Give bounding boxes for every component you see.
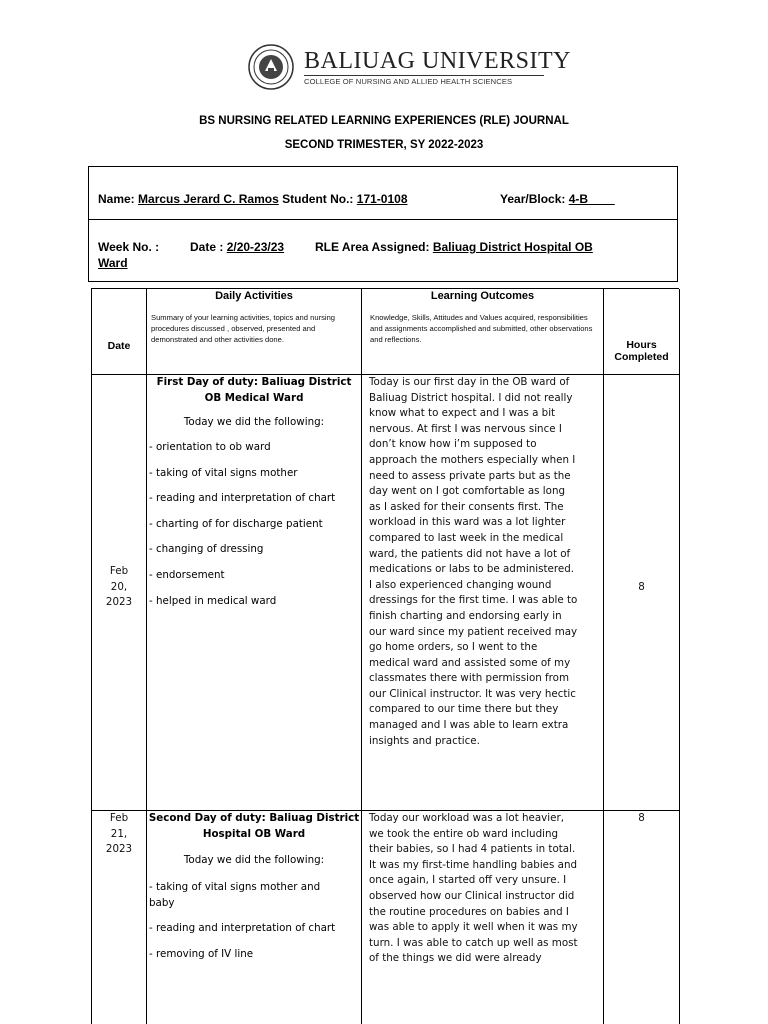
trimester-title: SECOND TRIMESTER, SY 2022-2023 [284, 139, 484, 151]
row1-hours: 8 [638, 581, 645, 593]
row2-activity-list [149, 880, 359, 962]
list-item: - charting of for discharge patient [149, 517, 323, 530]
list-item: - removing of IV line [149, 947, 254, 960]
journal-table [91, 288, 679, 1024]
activities-column-note: Summary of your learning activities, topics and nursing procedures discussed , observed, presented and demonstrated and other activities done. [151, 313, 336, 344]
year-block-value: 4-B [568, 192, 589, 206]
year-block-label: Year/Block: [500, 192, 566, 206]
year-block-line [500, 192, 615, 206]
list-item: - reading and interpretation of chart [149, 492, 336, 505]
university-seal-icon [248, 44, 294, 90]
row2-hours: 8 [638, 812, 645, 824]
name-value: Marcus Jerard C. Ramos [138, 192, 279, 206]
outcomes-column-header: Learning Outcomes [430, 290, 535, 302]
row1-activity-list [149, 440, 359, 609]
university-name: BALIUAG UNIVERSITY [304, 48, 571, 74]
list-item: baby [149, 896, 175, 909]
hours-column-header: Hours Completed [614, 339, 669, 363]
list-item: - taking of vital signs mother and [149, 881, 321, 893]
logo-rule [304, 75, 544, 76]
date-label: Date : [190, 240, 224, 254]
list-item: - endorsement [149, 568, 225, 581]
name-label: Name: [98, 192, 135, 206]
journal-title: BS NURSING RELATED LEARNING EXPERIENCES (RLE) JOURNAL [199, 115, 569, 127]
list-item: - taking of vital signs mother [149, 466, 298, 479]
college-name: COLLEGE OF NURSING AND ALLIED HEALTH SCIENCES [304, 77, 513, 86]
row2-activity-heading: Second Day of duty: Baliuag District Hospital OB Ward [148, 812, 360, 840]
row2-outcome: Today our workload was a lot heavier, we took the entire ob ward including their babies, so I had 4 patients in total. It was my first-time handling babies and once again, I started off very unsure. I observed how our Clinical instructor did the routine procedures on babies and I was able to apply it well when it was my turn. I was able to catch up well as most of the things we did were already [369, 812, 578, 965]
date-column-header: Date [107, 340, 131, 352]
row2-date: Feb 21, 2023 [105, 812, 133, 856]
date-line [190, 240, 284, 254]
row1-outcome: Today is our first day in the OB ward of Baliuag District hospital. I did not really know what to expect and I was a bit nervous. At first I was nervous since I don’t know how i’m supposed to approach the mothers especially when I need to assess private parts but as the day went on I got comfortable as long as I asked for their consents first. The workload in this ward was a lot lighter compared to last week in the medical ward, the patients did not have a lot of medications or labs to be administered. I also experienced changing wound dressings for the first time. I was able to finish charting and endorsing early in our ward since my patient received may go home orders, so I went to the medical ward and assisted some of my classmates there with permission from our Clinical instructor. It was very hectic compared to our time there but they managed and I was able to learn extra insights and practice. [369, 376, 578, 747]
date-value: 2/20-23/23 [226, 240, 285, 254]
university-logo [248, 44, 571, 90]
activities-column-header: Daily Activities [215, 290, 293, 302]
student-no-value: 171-0108 [356, 192, 408, 206]
student-no-label: Student No.: [282, 192, 354, 206]
row1-activity-heading: First Day of duty: Baliuag District OB Medical Ward [156, 376, 352, 404]
row2-activity-intro: Today we did the following: [183, 854, 325, 866]
list-item: - reading and interpretation of chart [149, 922, 336, 935]
student-info-box [88, 166, 678, 282]
area-label: RLE Area Assigned: [315, 240, 430, 254]
list-item: - orientation to ob ward [149, 441, 271, 453]
name-line [98, 192, 408, 206]
list-item: - helped in medical ward [149, 594, 277, 607]
list-item: - changing of dressing [149, 543, 264, 556]
row1-date: Feb 20, 2023 [105, 565, 133, 609]
area-line [315, 240, 593, 254]
area-value-cont: Ward [98, 256, 128, 270]
info-divider [89, 219, 677, 220]
area-value: Baliuag District Hospital OB [432, 240, 593, 254]
week-label: Week No. : [98, 240, 160, 254]
row1-activity-intro: Today we did the following: [183, 416, 325, 428]
outcomes-column-note: Knowledge, Skills, Attitudes and Values acquired, responsibilities and assignments accomplished and submitted, other observations and reflections. [370, 313, 593, 344]
